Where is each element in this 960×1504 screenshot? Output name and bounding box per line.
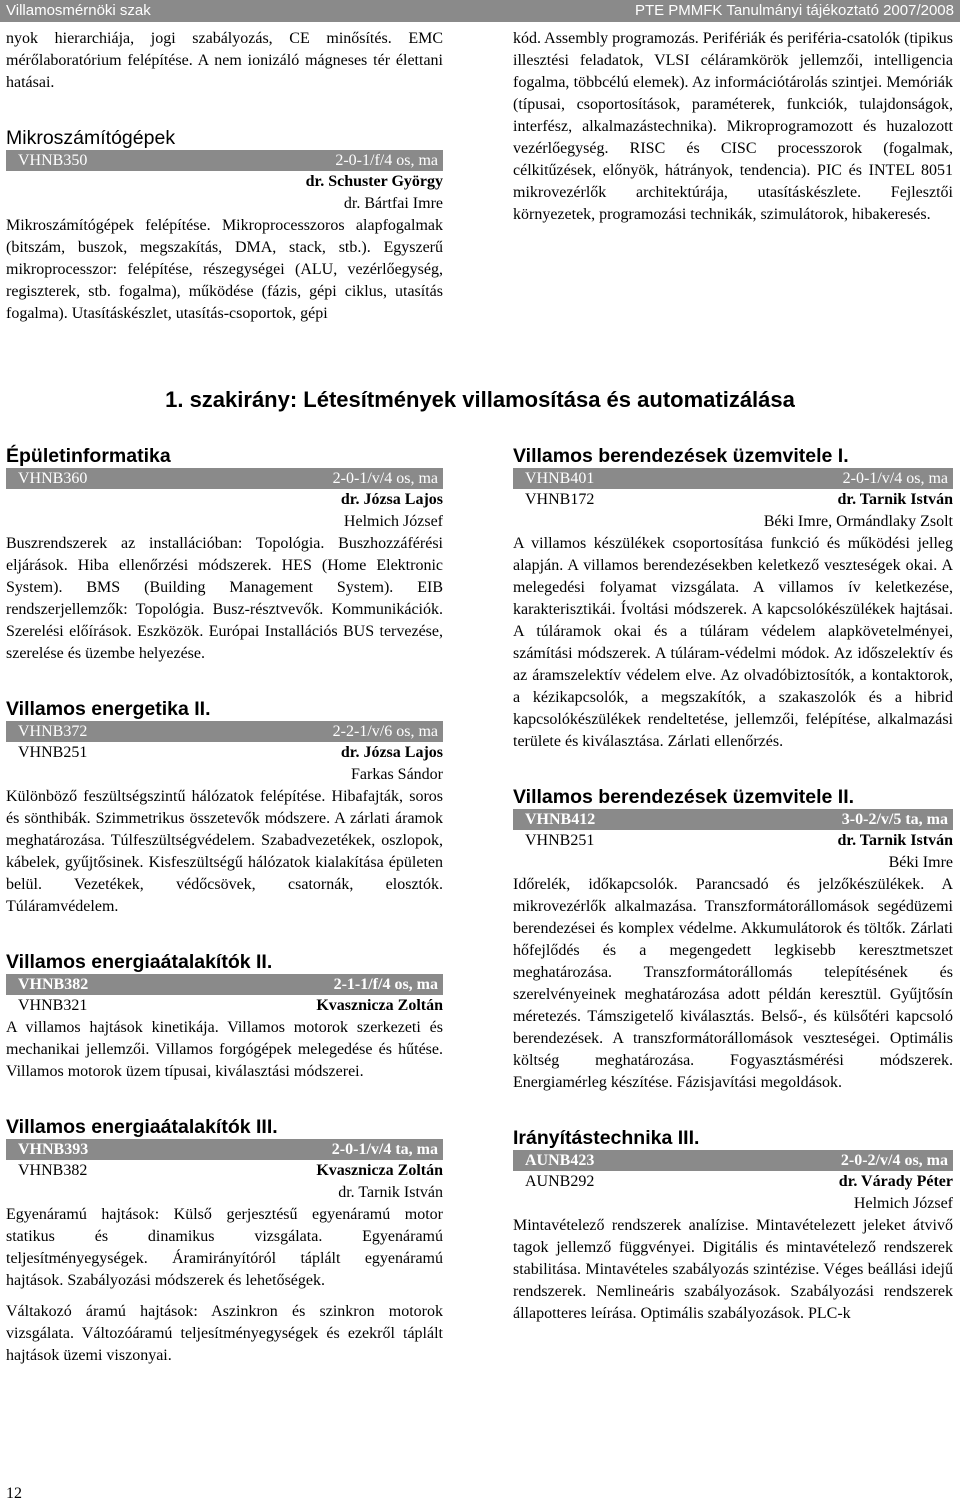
course-prereq-row [513,1171,953,1193]
course-description [6,1204,443,1367]
bottom-right-column [513,444,953,1325]
course-lecturer: dr. Józsa Lajos [340,491,443,508]
course-lecturer-2: dr. Bártfai Imre [343,195,443,212]
course-code-bar [513,468,953,489]
course-hours: 2-0-1/v/4 ta, ma [331,1141,438,1158]
course-code-bar [6,974,443,995]
page-header [0,0,960,22]
course-title: Villamos berendezések üzemvitele I. [513,445,849,467]
course-paragraph: A villamos készülékek csoportosítása funkció és működési jelleg alapján. A villamos berendezésekben keletkező veszteségek okai. A melegedési folyamat vizsgálata. A villamos ív keletkezése, karakterisztikái. Ívoltási módszerek. A kapcsolókészülékek hajtásai. A túláramok okai és a túláram védelem alapkövetelményei, számítási módszerek. A túláram-védelmi módok. Az időszelektív és az áramszelektív védelem elve. Az olvadóbiztosítók, a kontaktorok, a kézikapcsolók, a megszakítók, a szakaszolók és a hibrid kapcsolókészülékek rendeltetése, jellemzői, felépítése, alkalmazási területe és kiválasztása. Zárlati ellenőrzés. [513,535,953,750]
course-prereq-row [6,995,443,1017]
header-left: Villamosmérnöki szak [6,2,151,19]
intro-text: nyok hierarchiája, jogi szabályozás, CE minősítés. EMC mérőlaboratórium felépítése. A nem ionizáló mágneses tér élettani hatásai. [6,30,443,91]
course-lecturer-2: Farkas Sándor [351,766,443,783]
course-lecturer: dr. Tarnik István [837,832,953,849]
course-hours: 2-2-1/v/6 os, ma [332,723,438,740]
course-lecturer-2: Helmich József [343,513,443,530]
course-lecturer-2: Béki Imre [888,854,953,871]
course-title: Mikroszámítógépek [6,127,176,149]
course-code: VHNB360 [18,470,88,487]
course-description [513,1215,953,1325]
course-prereq: VHNB321 [18,997,88,1014]
course-block [6,444,443,665]
course-description [513,533,953,753]
course-code: VHNB412 [525,811,596,828]
course-block [513,785,953,1094]
course-lecturer: dr. Várady Péter [838,1173,953,1190]
course-prereq: AUNB292 [525,1173,595,1190]
course-code: VHNB401 [525,470,595,487]
course-lecturer: dr. Józsa Lajos [340,744,443,761]
top-right-column [513,28,953,226]
course-title: Épületinformatika [6,445,171,467]
course-paragraph: Időrelék, időkapcsolók. Parancsadó és jelzőkészülékek. A mikrovezérlők alkalmazása. Transzformátorállomások segédüzemi berendezései és komplex védelme. Akkumulátorok és töltők. Zárlati hőfejlődés és a megengedett legkisebb keresztmetszet meghatározása. Transzformátorállomás telepítésének és szerelvényeinek meghatározása adott példán keresztül. Gyűjtősín méretezés. Támszigetelő kiválasztás. Belső-, és külsőtéri kapcsoló berendezések. A transzformátorállomások veszteségei. Optimális költség meghatározása. Fogyasztásmérési módszerek. Energiamérleg készítése. Fázisjavítási megoldások. [513,876,953,1091]
course-prereq: VHNB251 [18,744,88,761]
course-description: Mikroszámítógépek felépítése. Mikroprocesszoros alapfogalmak (bitszám, buszok, megszakítás, DMA, stack, stb.). Egyszerű mikroprocesszor: felépítése, részegységei (ALU, vezérlőegység, regiszterek, stb. fogalma), működése (fázis, gépi ciklus, utasítás fogalma). Utasításkészlet, utasítás-csoportok, gépi [6,217,443,322]
course-paragraph: Váltakozó áramú hajtások: Aszinkron és szinkron motorok vizsgálata. Változóáramú teljesítményegységek és ezekről táplált hajtások üzemi viszonyai. [6,1303,443,1364]
course-prereq-row [6,1160,443,1182]
course-paragraph: Buszrendszerek az installációban: Topológia. Buszhozzáférési eljárások. Hiba ellenőrzési módszerek. HES (Home Elektronic System). BMS (Building Management System). EIB rendszerjellemzők: Topológia. Busz-résztvevők. Kommunikációk. Szerelési előírások. Eszközök. Európai Installációs BUS tervezése, szerelése és üzembe helyezése. [6,535,443,662]
course-title: Villamos energiaátalakítók III. [6,1116,278,1138]
course-block [513,1126,953,1325]
course-hours: 2-0-1/f/4 os, ma [335,152,438,169]
course-hours: 2-0-1/v/4 os, ma [332,470,438,487]
course-code: VHNB372 [18,723,88,740]
course-prereq-row [513,489,953,511]
section-title: 1. szakirány: Létesítmények villamosítása és automatizálása [165,387,795,412]
course-hours: 2-0-2/v/4 os, ma [840,1152,948,1169]
course-lecturer: dr. Schuster György [305,173,443,190]
course-code-bar [6,150,443,171]
course-prereq: VHNB251 [525,832,595,849]
course-block [513,444,953,753]
course-block [6,950,443,1083]
course-title: Irányítástechnika III. [513,1127,700,1149]
course-title: Villamos energetika II. [6,698,211,720]
course-code-bar [6,1139,443,1160]
course-code-bar [513,809,953,830]
course-hours: 2-0-1/v/4 os, ma [842,470,948,487]
course-lecturer-2: Béki Imre, Ormándlaky Zsolt [763,513,953,530]
course-prereq: VHNB382 [18,1162,88,1179]
course-prereq-row [6,742,443,764]
course-hours: 3-0-2/v/5 ta, ma [841,811,948,828]
course-prereq: VHNB172 [525,491,595,508]
course-description [6,533,443,665]
course-prereq-row [513,830,953,852]
bottom-left-column [6,444,443,1367]
course-paragraph: Különböző feszültségszintű hálózatok felépítése. Hibafajták, soros és sönthibák. Szimmetrikus összetevők módszere. A zárlati áramok meghatározása. Túlfeszültségvédelem. Szabadvezetékek, oszlopok, kábelek, gyűjtősinek. Kisfeszültségű hálózatok kialakítása épületen belül. Vezetékek, védőcsövek, csatornák, elosztók. Túláramvédelem. [6,788,443,915]
course-description [6,1017,443,1083]
course-description [513,874,953,1094]
course-title: Villamos berendezések üzemvitele II. [513,786,855,808]
course-block [6,697,443,918]
course-code-bar [513,1150,953,1171]
page-number: 12 [6,1485,22,1502]
course-code: VHNB393 [18,1141,89,1158]
course-paragraph: A villamos hajtások kinetikája. Villamos motorok szerkezeti és mechanikai jellemzői. Villamos forgógépek melegedése és hűtése. Villamos motorok üzem típusai, kiválasztási módszerei. [6,1019,443,1080]
course-lecturer: dr. Tarnik István [837,491,953,508]
course-lecturer-2: Helmich József [853,1195,953,1212]
course-block [6,1115,443,1367]
course-description [6,786,443,918]
course-description-continued: kód. Assembly programozás. Perifériák és periféria-csatolók (tipikus illesztési feladatok, VLSI céláramkörök jellemzői, intelligencia fogalma, többcélú elemek). Az információtárolás szintjei. Memóriák (típusai, csoportosítások, paraméterek, funkciók, tulajdonságok, interfész, alkalmazástechnika). Mikroprogramozott és huzalozott vezérlőegység. RISC és CISC processzorok (fogalmak, célkitűzések, előnyök, hátrányok, tendencia). PIC és INTEL 8051 mikrovezérlők architektúrája, utasításkészlete. Fejlesztői környezetek, programozási technikák, szimulátorok, hibakeresés. [513,30,953,223]
course-code-bar [6,721,443,742]
course-lecturer: Kvasznicza Zoltán [316,1162,443,1179]
course-lecturer-2: dr. Tarnik István [338,1184,443,1201]
course-paragraph: Egyenáramú hajtások: Külső gerjesztésű egyenáramú motor statikus és dinamikus vizsgálata. Egyenáramú teljesítményegységek. Áramirányítóról táplált egyenáramú hajtások. Szabályozási módszerek és lehetőségek. [6,1206,443,1289]
course-code-bar [6,468,443,489]
course-paragraph: Mintavételező rendszerek analízise. Mintavételezett jeleket átvivő tagok jellemző függvényei. Digitális és mintavételező rendszerek stabilitása. Mintavételes szabályozás szintézise. Véges beállási idejű rendszerek. Nemlineáris szabályozások. Szabályozási rendszerek állapotteres leírása. Optimális szabályozások. PLC-k [513,1217,953,1322]
course-code: AUNB423 [525,1152,595,1169]
top-left-column [6,28,443,325]
course-code: VHNB350 [18,152,88,169]
course-title: Villamos energiaátalakítók II. [6,951,273,973]
course-hours: 2-1-1/f/4 os, ma [333,976,438,993]
course-lecturer: Kvasznicza Zoltán [316,997,443,1014]
header-right: PTE PMMFK Tanulmányi tájékoztató 2007/2008 [634,2,954,19]
course-code: VHNB382 [18,976,89,993]
